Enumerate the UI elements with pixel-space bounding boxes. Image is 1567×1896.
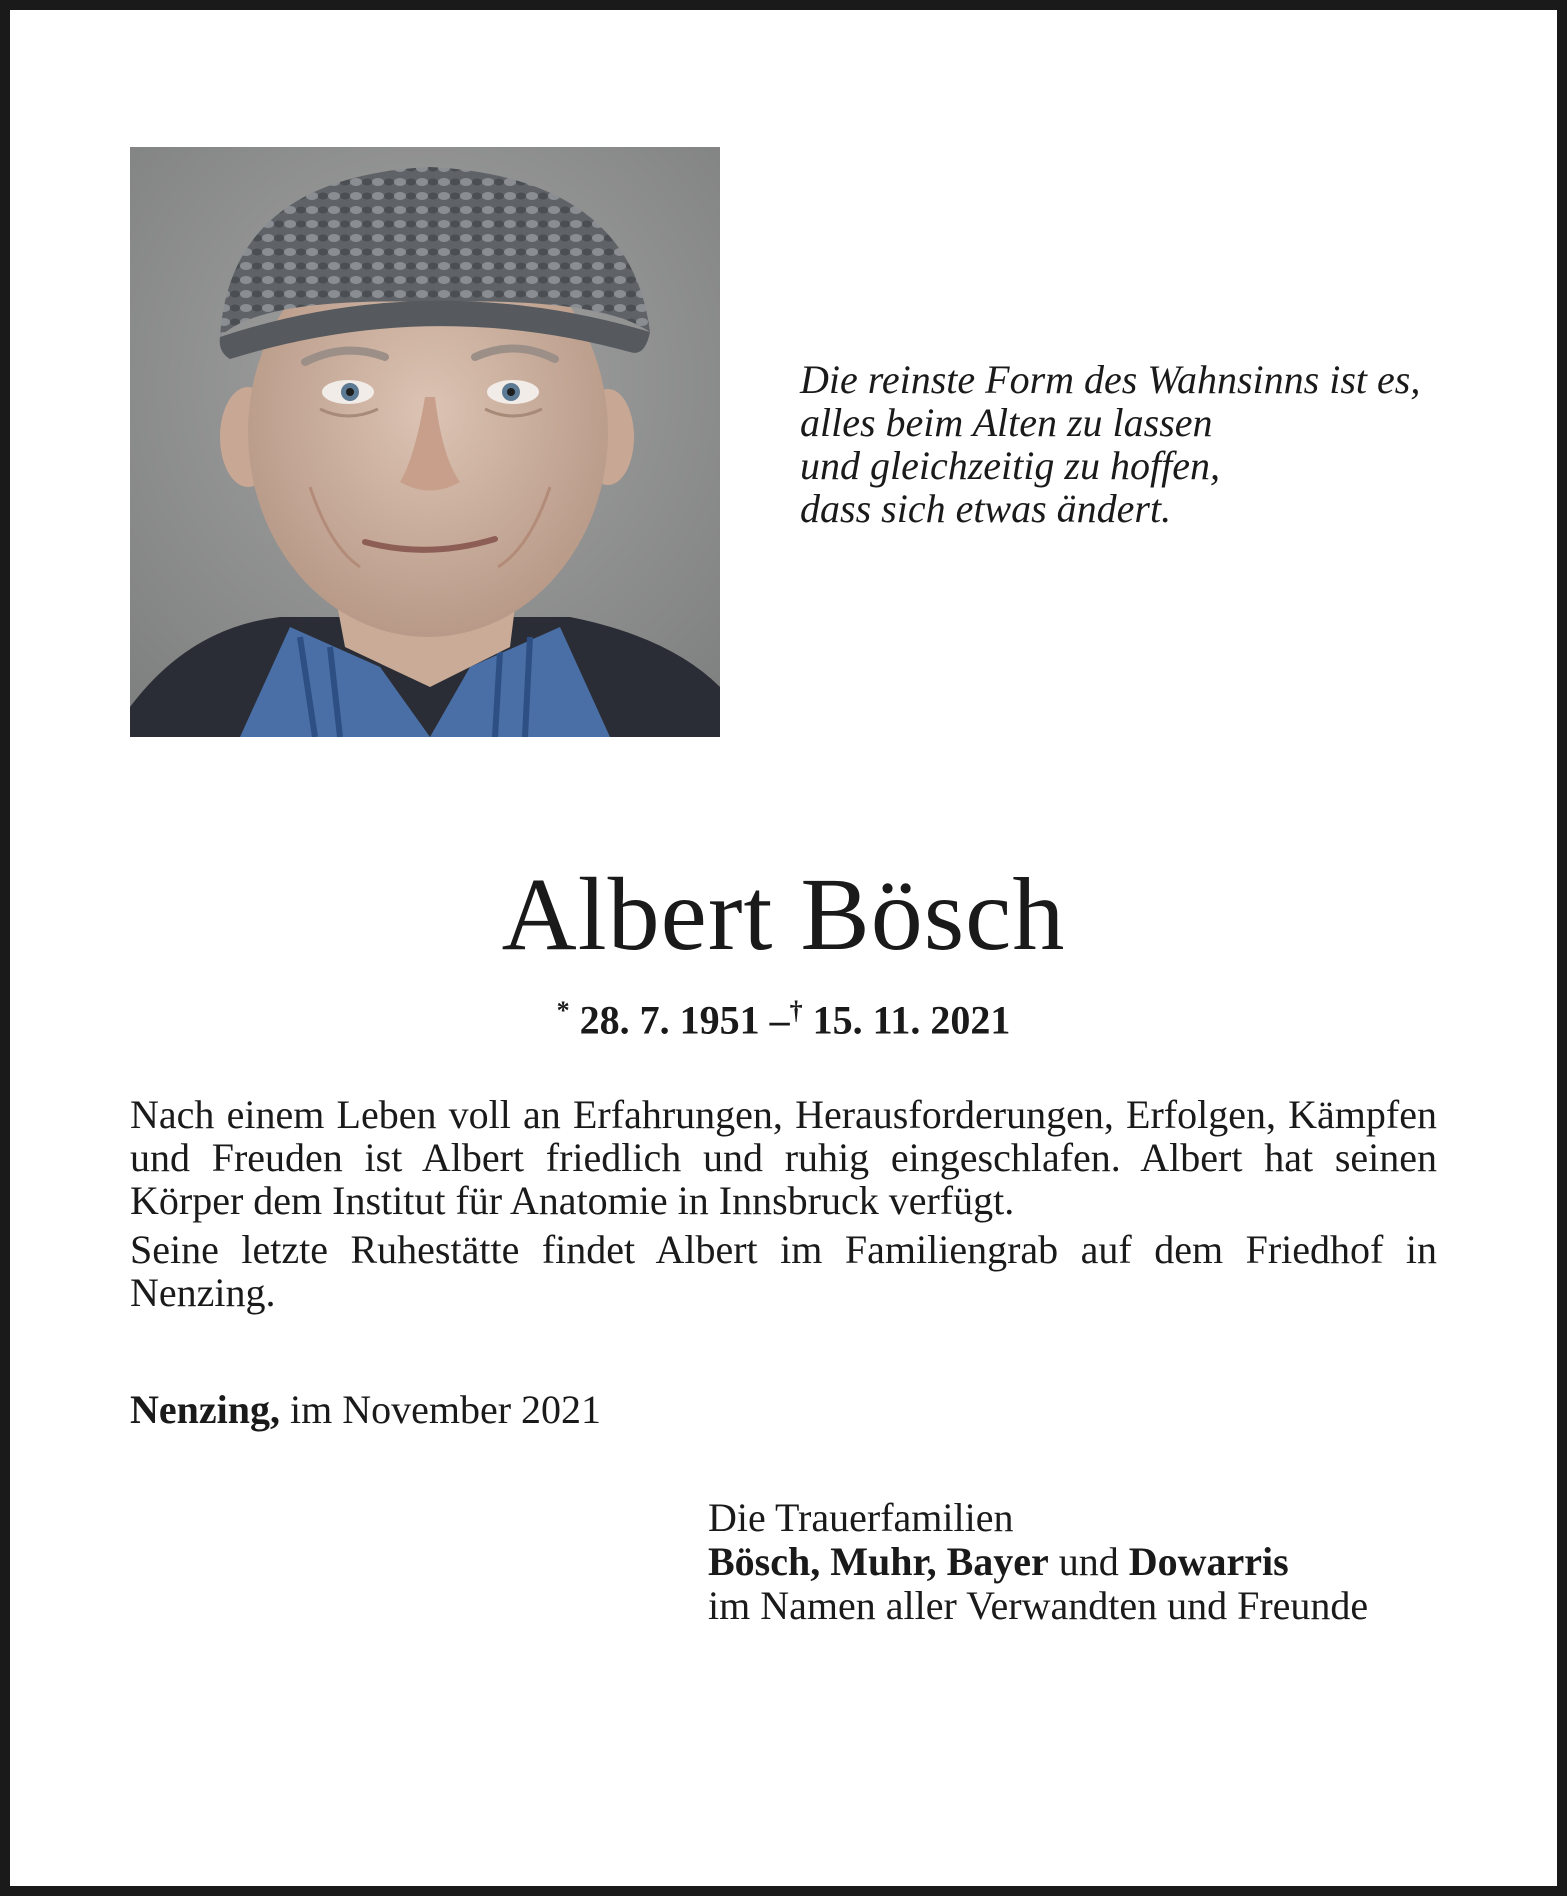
family-names-1: Bösch, Muhr, Bayer: [708, 1539, 1049, 1584]
death-mark: †: [789, 996, 803, 1025]
obituary-paragraph-2: Seine letzte Ruhestätte findet Albert im Familiengrab auf dem Friedhof in Nenzing.: [130, 1227, 1437, 1315]
quote-line: und gleichzeitig zu hoffen,: [800, 443, 1220, 488]
obituary-text: [130, 1093, 1437, 1320]
family-closing: im Namen aller Verwandten und Freunde: [708, 1583, 1369, 1628]
death-date: 15. 11. 2021: [812, 997, 1011, 1043]
quote-line: Die reinste Form des Wahnsinns ist es,: [800, 357, 1421, 402]
birth-mark: *: [556, 996, 570, 1025]
family-names-2: Dowarris: [1128, 1539, 1289, 1584]
birth-date: 28. 7. 1951: [579, 997, 760, 1043]
family-connector: und: [1058, 1539, 1119, 1584]
quote-line: alles beim Alten zu lassen: [800, 400, 1213, 445]
place: Nenzing,: [130, 1387, 280, 1432]
family-names: [708, 1540, 1468, 1584]
date-separator: –: [769, 997, 790, 1043]
epitaph-quote: [800, 358, 1480, 530]
portrait-photo: [130, 147, 720, 737]
life-dates: [0, 986, 1567, 1045]
date: im November 2021: [290, 1387, 602, 1432]
place-and-date: [130, 1387, 601, 1433]
family-intro: Die Trauerfamilien: [708, 1495, 1014, 1540]
obituary-paragraph-1: Nach einem Leben voll an Erfahrungen, Herausforderungen, Erfolgen, Kämpfen und Freuden ist Albert friedlich und ruhig eingeschlafen. Albert hat seinen Körper dem Institut für Anatomie in Innsbruck verfügt.: [130, 1092, 1437, 1223]
deceased-name: Albert Bösch: [501, 857, 1066, 972]
mourning-families: [708, 1496, 1468, 1628]
quote-line: dass sich etwas ändert.: [800, 486, 1172, 531]
